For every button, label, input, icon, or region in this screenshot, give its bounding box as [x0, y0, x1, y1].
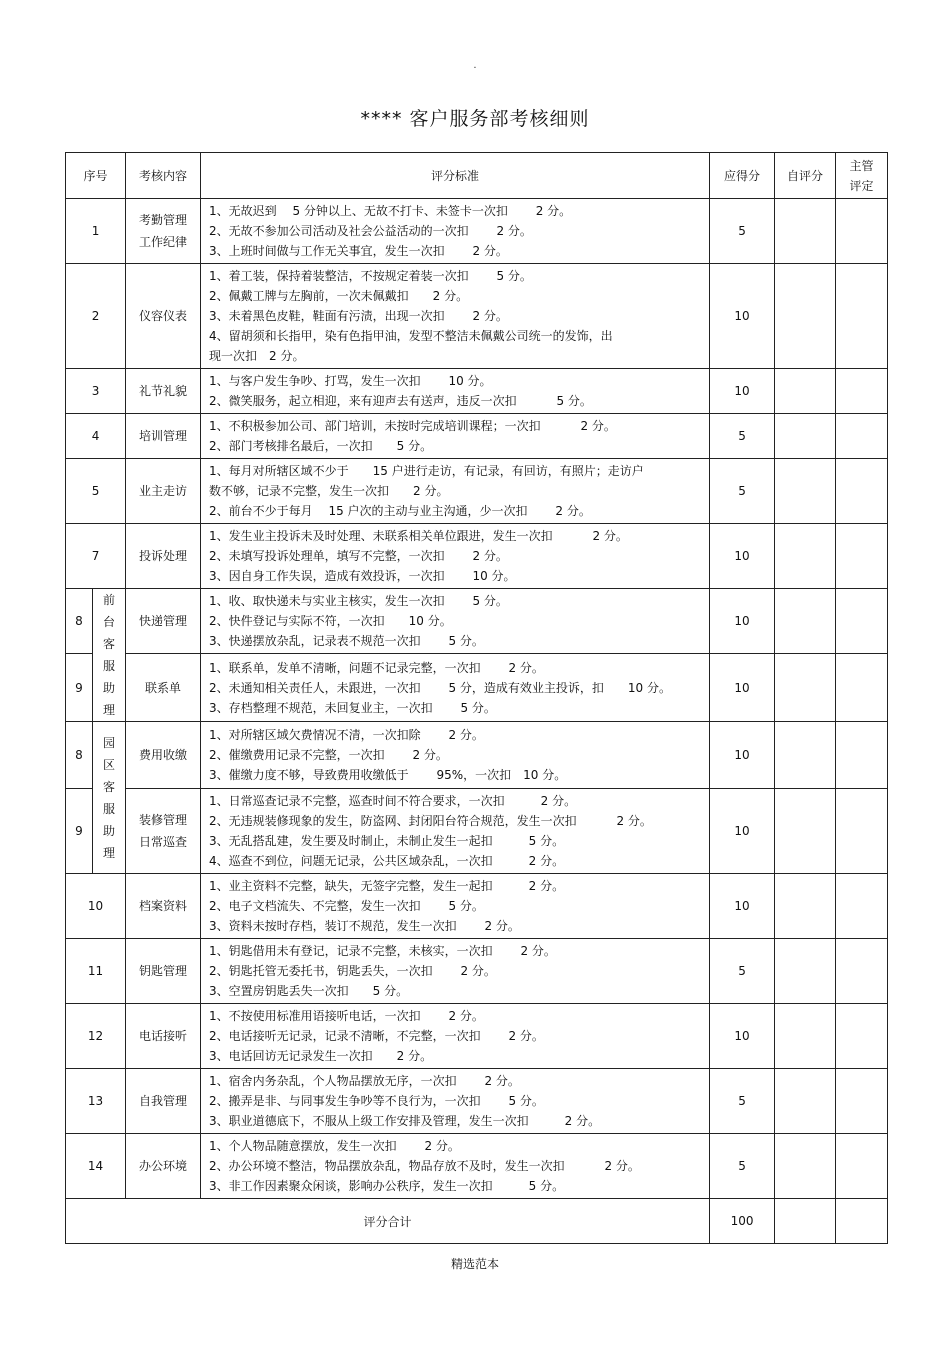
row-seq: 1 [66, 199, 126, 264]
criteria-line: 2、办公环境不整洁，物品摆放杂乱，物品存放不及时，发生一次扣 2 分。 [209, 1159, 640, 1173]
criteria-line: 2、未通知相关责任人，未跟进，一次扣 5 分，造成有效业主投诉，扣 10 分。 [209, 680, 672, 695]
total-score: 100 [710, 1199, 775, 1244]
row-criteria [201, 789, 710, 874]
row-item: 联系单 [126, 654, 201, 722]
page-footer: 精选范本 [450, 1257, 499, 1271]
row-score: 10 [710, 1004, 775, 1069]
row-manager-score [836, 414, 888, 459]
row-item: 快递管理 [126, 589, 201, 654]
header-self-score: 自评分 [775, 153, 836, 199]
row-criteria [201, 654, 710, 722]
criteria-line: 3、因自身工作失误，造成有效投诉，一次扣 10 分。 [209, 569, 516, 583]
criteria-line: 2、钥匙托管无委托书，钥匙丢失，一次扣 2 分。 [209, 964, 496, 978]
row-seq: 10 [66, 874, 126, 939]
total-self-score [775, 1199, 836, 1244]
row-item: 业主走访 [126, 459, 201, 524]
row-score: 5 [710, 459, 775, 524]
criteria-line: 1、与客户发生争吵、打骂，发生一次扣 10 分。 [209, 374, 492, 388]
criteria-line: 3、催缴力度不够，导致费用收缴低于 95%，一次扣 10 分。 [209, 768, 567, 782]
row-score: 5 [710, 199, 775, 264]
row-seq: 9 [66, 789, 93, 874]
table-row [66, 722, 888, 789]
row-self-score [775, 1134, 836, 1199]
row-manager-score [836, 459, 888, 524]
row-seq: 11 [66, 939, 126, 1004]
criteria-line: 2、电子文档流失、不完整，发生一次扣 5 分。 [209, 899, 484, 913]
criteria-line: 1、日常巡查记录不完整，巡查时间不符合要求，一次扣 2 分。 [209, 794, 577, 808]
row-manager-score [836, 1134, 888, 1199]
criteria-line: 1、宿舍内务杂乱，个人物品摆放无序，一次扣 2 分。 [209, 1074, 520, 1088]
row-criteria [201, 524, 710, 589]
criteria-line: 2、佩戴工牌与左胸前，一次未佩戴扣 2 分。 [209, 289, 469, 303]
criteria-line: 3、无乱搭乱建，发生要及时制止，未制止发生一起扣 5 分。 [209, 834, 565, 848]
row-manager-score [836, 1004, 888, 1069]
criteria-line: 3、存档整理不规范，未回复业主，一次扣 5 分。 [209, 700, 496, 715]
row-score: 5 [710, 939, 775, 1004]
row-score: 5 [710, 1134, 775, 1199]
row-score: 10 [710, 789, 775, 874]
criteria-line: 数不够，记录不完整，发生一次扣 2 分。 [209, 484, 449, 498]
criteria-line: 3、快递摆放杂乱，记录表不规范一次扣 5 分。 [209, 634, 484, 649]
row-criteria [201, 199, 710, 264]
row-manager-score [836, 654, 888, 722]
criteria-line: 1、业主资料不完整，缺失，无签字完整，发生一起扣 2 分。 [209, 879, 565, 893]
row-seq: 12 [66, 1004, 126, 1069]
header-criteria: 评分标准 [201, 153, 710, 199]
criteria-line: 1、联系单，发单不清晰，问题不记录完整，一次扣 2 分。 [209, 660, 544, 675]
criteria-line: 3、职业道德底下，不服从上级工作安排及管理，发生一次扣 2 分。 [209, 1114, 601, 1128]
table-row [66, 369, 888, 414]
row-item: 培训管理 [126, 414, 201, 459]
total-row [66, 1199, 888, 1244]
row-criteria [201, 1134, 710, 1199]
row-seq: 3 [66, 369, 126, 414]
row-self-score [775, 459, 836, 524]
row-score: 10 [710, 874, 775, 939]
criteria-line: 2、快件登记与实际不符，一次扣 10 分。 [209, 614, 452, 629]
row-item: 仪容仪表 [126, 264, 201, 369]
criteria-line: 2、部门考核排名最后，一次扣 5 分。 [209, 439, 433, 453]
group-label [93, 589, 126, 722]
row-criteria [201, 459, 710, 524]
row-self-score [775, 789, 836, 874]
row-self-score [775, 264, 836, 369]
row-manager-score [836, 1069, 888, 1134]
row-criteria [201, 722, 710, 789]
criteria-line: 1、着工装，保持着装整洁，不按规定着装一次扣 5 分。 [209, 269, 532, 283]
header-manager-score: 主管评定 [836, 153, 888, 199]
row-manager-score [836, 789, 888, 874]
row-seq: 8 [66, 589, 93, 654]
group-label-text: 前台客服助理 [102, 593, 115, 717]
criteria-line: 1、个人物品随意摆放，发生一次扣 2 分。 [209, 1139, 460, 1153]
row-self-score [775, 589, 836, 654]
total-manager-score [836, 1199, 888, 1244]
row-item: 自我管理 [126, 1069, 201, 1134]
row-self-score [775, 939, 836, 1004]
row-criteria [201, 1069, 710, 1134]
row-manager-score [836, 874, 888, 939]
row-criteria [201, 589, 710, 654]
row-score: 10 [710, 654, 775, 722]
criteria-line: 2、催缴费用记录不完整，一次扣 2 分。 [209, 748, 448, 762]
criteria-line: 3、非工作因素聚众闲谈，影响办公秩序，发生一次扣 5 分。 [209, 1179, 565, 1193]
page-title: **** 客户服务部考核细则 [360, 108, 590, 130]
criteria-line: 4、巡查不到位，问题无记录，公共区域杂乱，一次扣 2 分。 [209, 854, 565, 868]
row-self-score [775, 414, 836, 459]
row-item: 档案资料 [126, 874, 201, 939]
criteria-line: 3、上班时间做与工作无关事宜，发生一次扣 2 分。 [209, 244, 508, 258]
criteria-line: 2、未填写投诉处理单，填写不完整，一次扣 2 分。 [209, 549, 508, 563]
header-score: 应得分 [710, 153, 775, 199]
assessment-table [65, 152, 888, 1244]
criteria-line: 1、钥匙借用未有登记，记录不完整，未核实，一次扣 2 分。 [209, 944, 556, 958]
row-item: 办公环境 [126, 1134, 201, 1199]
row-score: 10 [710, 722, 775, 789]
row-seq: 13 [66, 1069, 126, 1134]
criteria-line: 2、搬弄是非、与同事发生争吵等不良行为，一次扣 5 分。 [209, 1094, 544, 1108]
row-item: 礼节礼貌 [126, 369, 201, 414]
criteria-line: 2、电话接听无记录，记录不清晰，不完整，一次扣 2 分。 [209, 1029, 544, 1043]
row-score: 5 [710, 414, 775, 459]
row-manager-score [836, 369, 888, 414]
criteria-line: 2、无故不参加公司活动及社会公益活动的一次扣 2 分。 [209, 224, 532, 238]
row-self-score [775, 722, 836, 789]
criteria-line: 1、对所辖区域欠费情况不清，一次扣除 2 分。 [209, 728, 484, 742]
header-row [66, 153, 888, 199]
criteria-line: 1、收、取快递未与实业主核实，发生一次扣 5 分。 [209, 594, 508, 609]
table-row [66, 264, 888, 369]
criteria-line: 现一次扣 2 分。 [209, 349, 305, 363]
row-item: 电话接听 [126, 1004, 201, 1069]
row-seq: 4 [66, 414, 126, 459]
table-row [66, 414, 888, 459]
row-score: 10 [710, 589, 775, 654]
criteria-line: 1、不积极参加公司、部门培训，未按时完成培训课程；一次扣 2 分。 [209, 419, 616, 433]
row-criteria [201, 874, 710, 939]
table-row [66, 199, 888, 264]
row-criteria [201, 264, 710, 369]
table-row [66, 1134, 888, 1199]
criteria-line: 2、前台不少于每月 15 户次的主动与业主沟通，少一次扣 2 分。 [209, 504, 591, 518]
row-manager-score [836, 524, 888, 589]
row-score: 10 [710, 524, 775, 589]
row-item: 投诉处理 [126, 524, 201, 589]
table-row [66, 1069, 888, 1134]
criteria-line: 2、微笑服务，起立相迎，来有迎声去有送声，违反一次扣 5 分。 [209, 394, 592, 408]
row-item: 装修管理日常巡查 [126, 789, 201, 874]
row-manager-score [836, 939, 888, 1004]
table-row [66, 459, 888, 524]
criteria-line: 3、未着黑色皮鞋，鞋面有污渍，出现一次扣 2 分。 [209, 309, 508, 323]
row-seq: 7 [66, 524, 126, 589]
table-row [66, 874, 888, 939]
row-manager-score [836, 199, 888, 264]
row-item: 考勤管理工作纪律 [126, 199, 201, 264]
row-criteria [201, 369, 710, 414]
row-criteria [201, 414, 710, 459]
criteria-line: 1、无故迟到 5 分钟以上、无故不打卡、未签卡一次扣 2 分。 [209, 204, 572, 218]
row-seq: 5 [66, 459, 126, 524]
row-criteria [201, 1004, 710, 1069]
table-row [66, 1004, 888, 1069]
row-score: 10 [710, 264, 775, 369]
row-self-score [775, 369, 836, 414]
table-row [66, 589, 888, 654]
row-score: 5 [710, 1069, 775, 1134]
group-label [93, 722, 126, 874]
row-manager-score [836, 722, 888, 789]
row-item: 钥匙管理 [126, 939, 201, 1004]
table-row [66, 524, 888, 589]
table-row [66, 654, 888, 722]
total-label: 评分合计 [66, 1199, 710, 1244]
row-self-score [775, 1004, 836, 1069]
row-self-score [775, 654, 836, 722]
header-seq: 序号 [66, 153, 126, 199]
criteria-line: 1、不按使用标准用语接听电话，一次扣 2 分。 [209, 1009, 484, 1023]
row-seq: 8 [66, 722, 93, 789]
criteria-line: 2、无违规装修现象的发生，防盗网、封闭阳台符合规范，发生一次扣 2 分。 [209, 814, 652, 828]
row-score: 10 [710, 369, 775, 414]
table-row [66, 789, 888, 874]
group-label-text: 园区客服助理 [102, 735, 115, 860]
criteria-line: 1、每月对所辖区域不少于 15 户进行走访，有记录，有回访，有照片；走访户 [209, 464, 644, 478]
table-row [66, 939, 888, 1004]
row-seq: 14 [66, 1134, 126, 1199]
criteria-line: 4、留胡须和长指甲，染有色指甲油，发型不整洁未佩戴公司统一的发饰，出 [209, 329, 613, 343]
header-item: 考核内容 [126, 153, 201, 199]
row-self-score [775, 874, 836, 939]
row-manager-score [836, 264, 888, 369]
row-manager-score [836, 589, 888, 654]
row-criteria [201, 939, 710, 1004]
row-self-score [775, 199, 836, 264]
row-self-score [775, 524, 836, 589]
page-dot: . [473, 60, 477, 71]
row-self-score [775, 1069, 836, 1134]
row-seq: 9 [66, 654, 93, 722]
row-item: 费用收缴 [126, 722, 201, 789]
criteria-line: 3、资料未按时存档，装订不规范，发生一次扣 2 分。 [209, 919, 520, 933]
criteria-line: 1、发生业主投诉未及时处理、未联系相关单位跟进，发生一次扣 2 分。 [209, 529, 628, 543]
row-seq: 2 [66, 264, 126, 369]
criteria-line: 3、空置房钥匙丢失一次扣 5 分。 [209, 984, 409, 998]
criteria-line: 3、电话回访无记录发生一次扣 2 分。 [209, 1049, 433, 1063]
